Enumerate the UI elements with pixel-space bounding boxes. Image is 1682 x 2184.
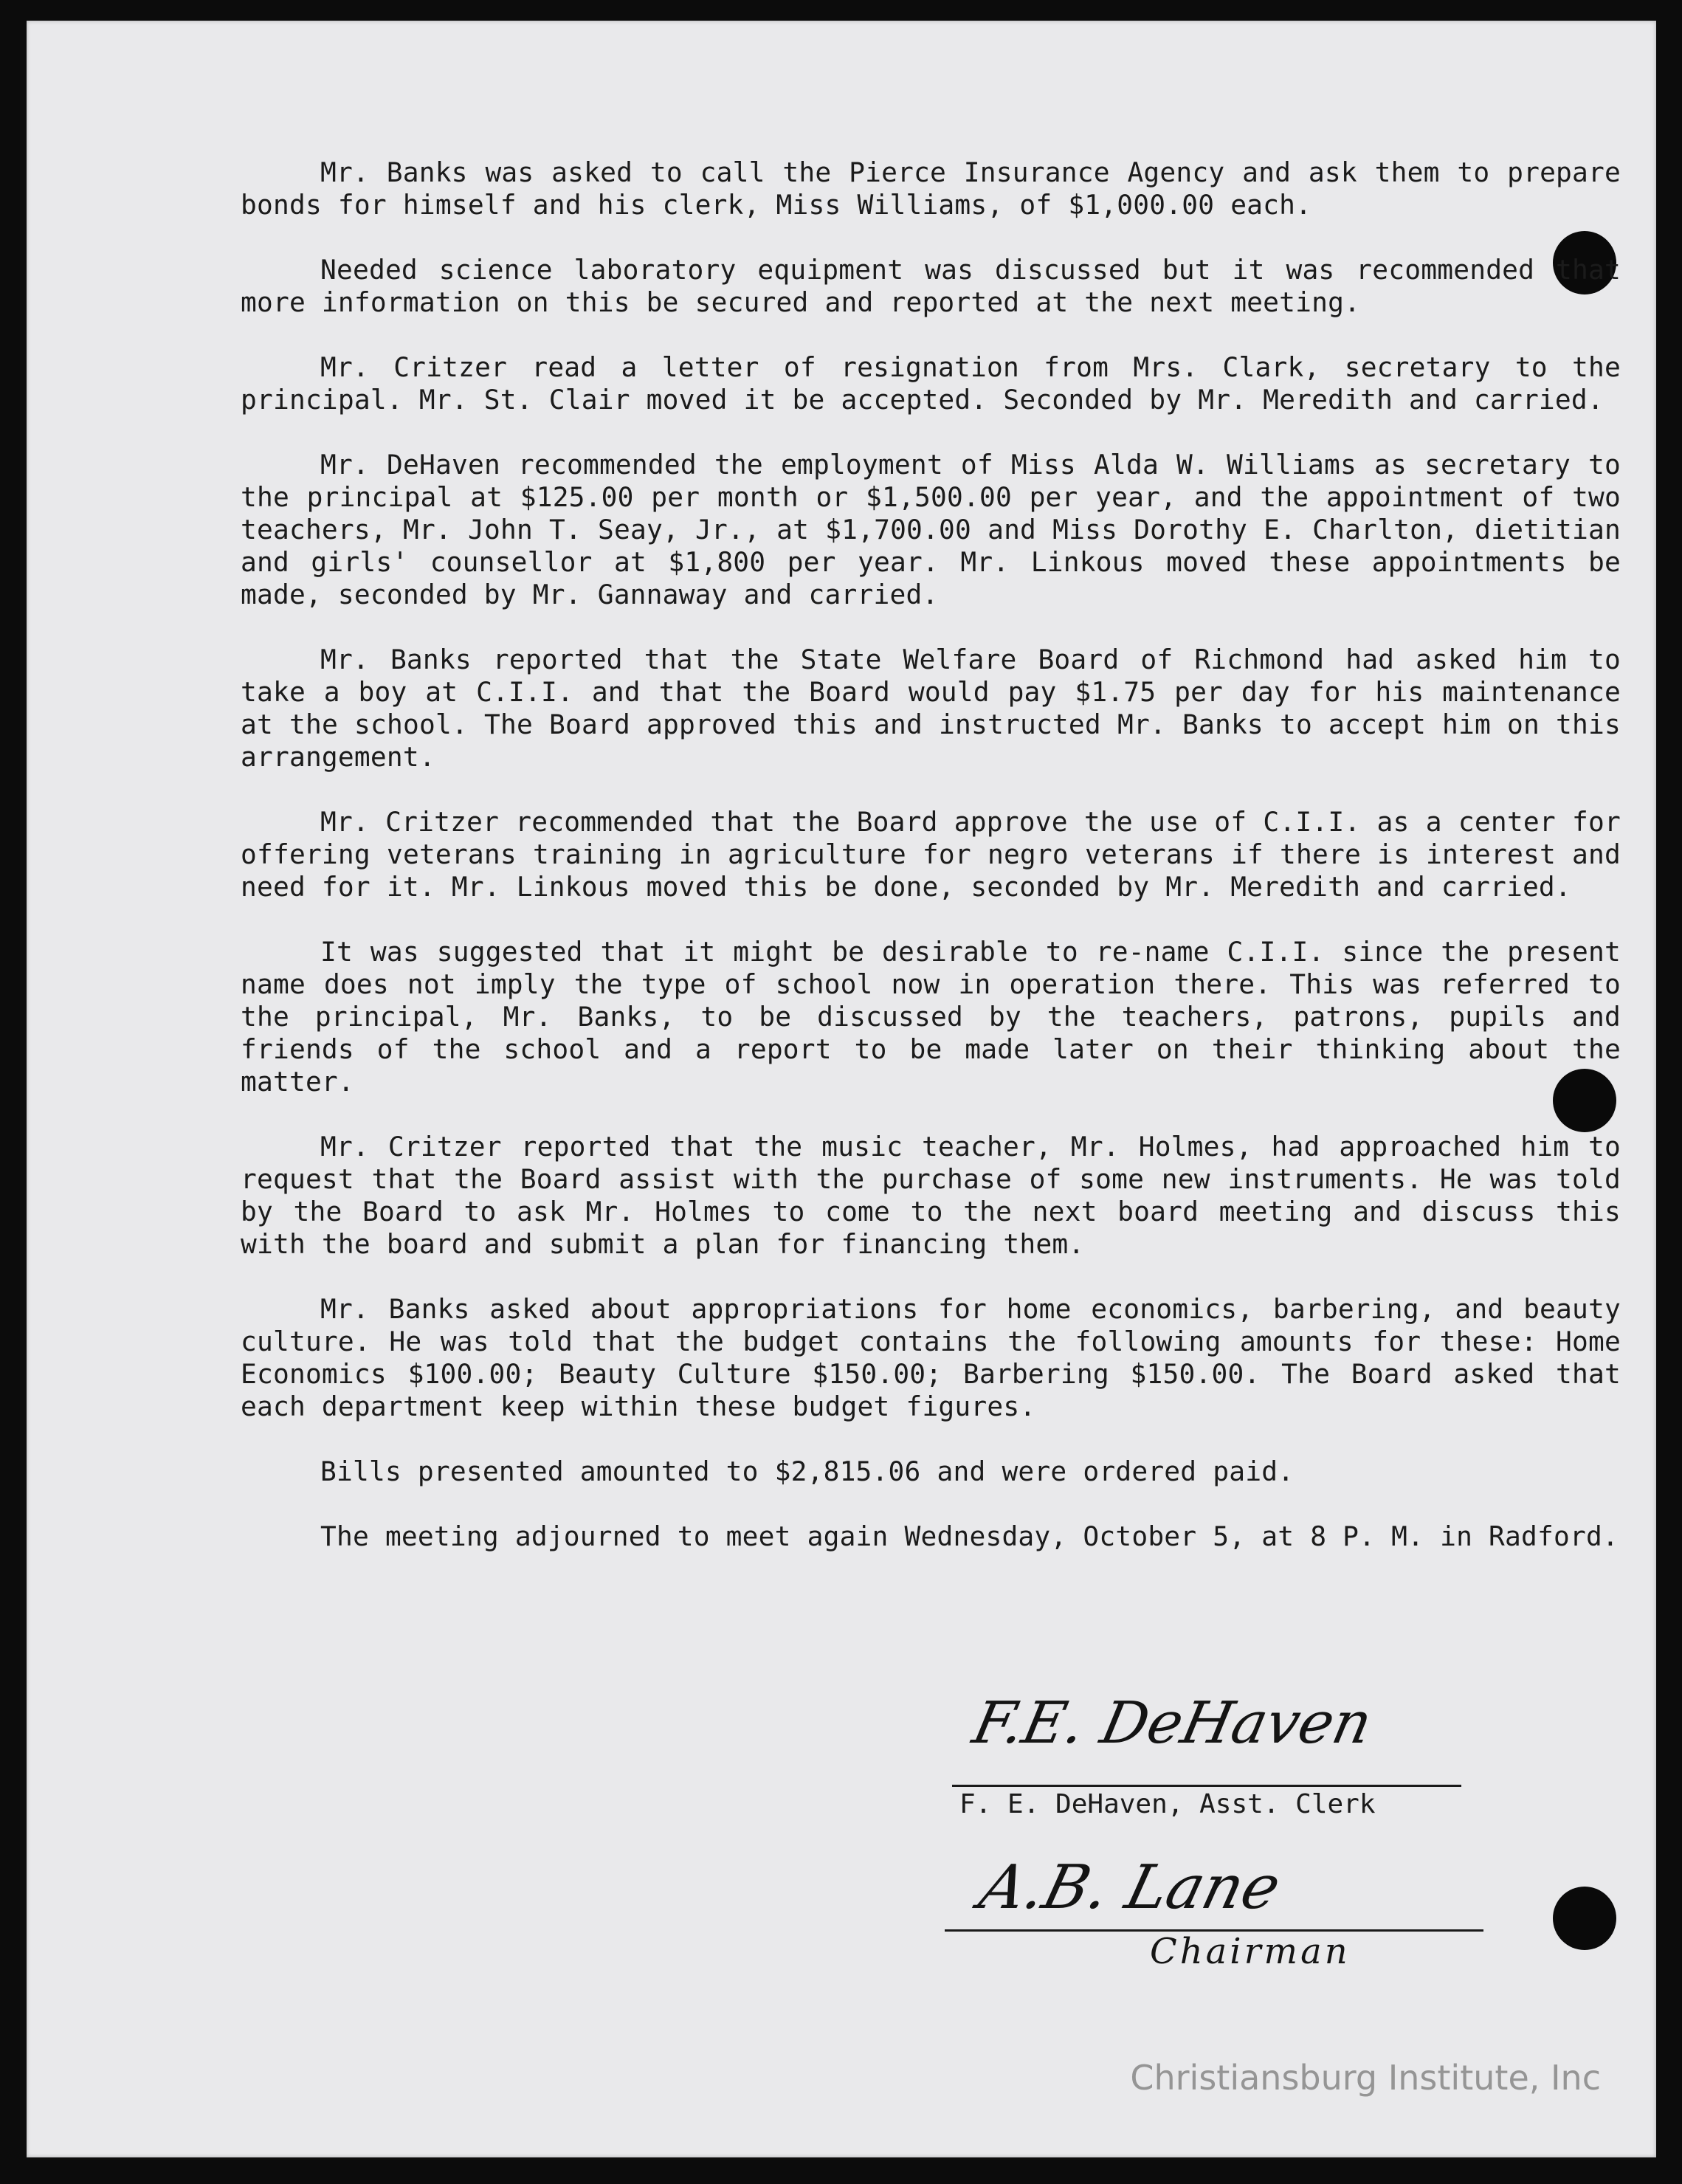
watermark: Christiansburg Institute, Inc xyxy=(1130,2058,1601,2098)
clerk-signature: F.E. DeHaven xyxy=(967,1690,1378,1757)
paragraph-adjourned: The meeting adjourned to meet again Wednesday, October 5, at 8 P. M. in Radford. xyxy=(320,1520,1619,1552)
paragraph-resignation: Mr. Critzer read a letter of resignation from Mrs. Clark, secretary to the principal. Mr. St. Clair moved it be accepted. Seconded by Mr. Meredith and carried. xyxy=(241,351,1621,416)
chairman-signature-block xyxy=(952,1853,1513,2000)
paragraph-appointments: Mr. DeHaven recommended the employment of Miss Alda W. Williams as secretary to the principal at $125.00 per month or $1,500.00 per year, and the appointment of two teachers, Mr. John T. Seay, Jr., at $1,700.00 and Miss Dorothy E. Charlton, dietitian and girls' counsellor at $1,800 per year. Mr. Linkous moved these appointments be made, seconded by Mr. Gannaway and carried. xyxy=(241,449,1621,610)
punch-hole-bottom xyxy=(1553,1887,1616,1950)
paragraph-bills: Bills presented amounted to $2,815.06 and were ordered paid. xyxy=(320,1456,1295,1487)
paragraph-welfare-board: Mr. Banks reported that the State Welfare Board of Richmond had asked him to take a boy at C.I.I. and that the Board would pay $1.75 per day for his maintenance at the school. The Board approved this and instructed Mr. Banks to accept him on this arrangement. xyxy=(241,644,1621,773)
paragraph-music-instruments: Mr. Critzer reported that the music teacher, Mr. Holmes, had approached him to request that the Board assist with the purchase of some new instruments. He was told by the Board to ask Mr. Holmes to come to the next board meeting and discuss this with the board and submit a plan for financing them. xyxy=(241,1131,1621,1260)
chairman-signature: A.B. Lane xyxy=(973,1853,1288,1923)
clerk-printed-name: F. E. DeHaven, Asst. Clerk xyxy=(959,1789,1376,1819)
clerk-signature-block xyxy=(952,1690,1513,1823)
paragraph-lab-equipment: Needed science laboratory equipment was discussed but it was recommended that more information on this be secured and reported at the next meeting. xyxy=(241,254,1621,318)
chairman-title: Chairman xyxy=(1150,1931,1351,1972)
paragraph-bonds: Mr. Banks was asked to call the Pierce Insurance Agency and ask them to prepare bonds for himself and his clerk, Miss Williams, of $1,000.00 each. xyxy=(241,156,1621,221)
paragraph-appropriations: Mr. Banks asked about appropriations for home economics, barbering, and beauty culture. He was told that the budget contains the following amounts for these: Home Economics $100.00; Beauty Culture $150.00; Barbering $150.00. The Board asked that each department keep within these budget figures. xyxy=(241,1293,1621,1422)
clerk-signature-line xyxy=(952,1785,1461,1787)
paragraph-veterans-training: Mr. Critzer recommended that the Board approve the use of C.I.I. as a center for offering veterans training in agriculture for negro veterans if there is interest and need for it. Mr. Linkous moved this be done, seconded by Mr. Meredith and carried. xyxy=(241,806,1621,903)
minutes-body xyxy=(241,156,1621,1585)
paragraph-rename: It was suggested that it might be desirable to re-name C.I.I. since the present name does not imply the type of school now in operation there. This was referred to the principal, Mr. Banks, to be discussed by the teachers, patrons, pupils and friends of the school and a report to be made later on their thinking about the matter. xyxy=(241,936,1621,1098)
